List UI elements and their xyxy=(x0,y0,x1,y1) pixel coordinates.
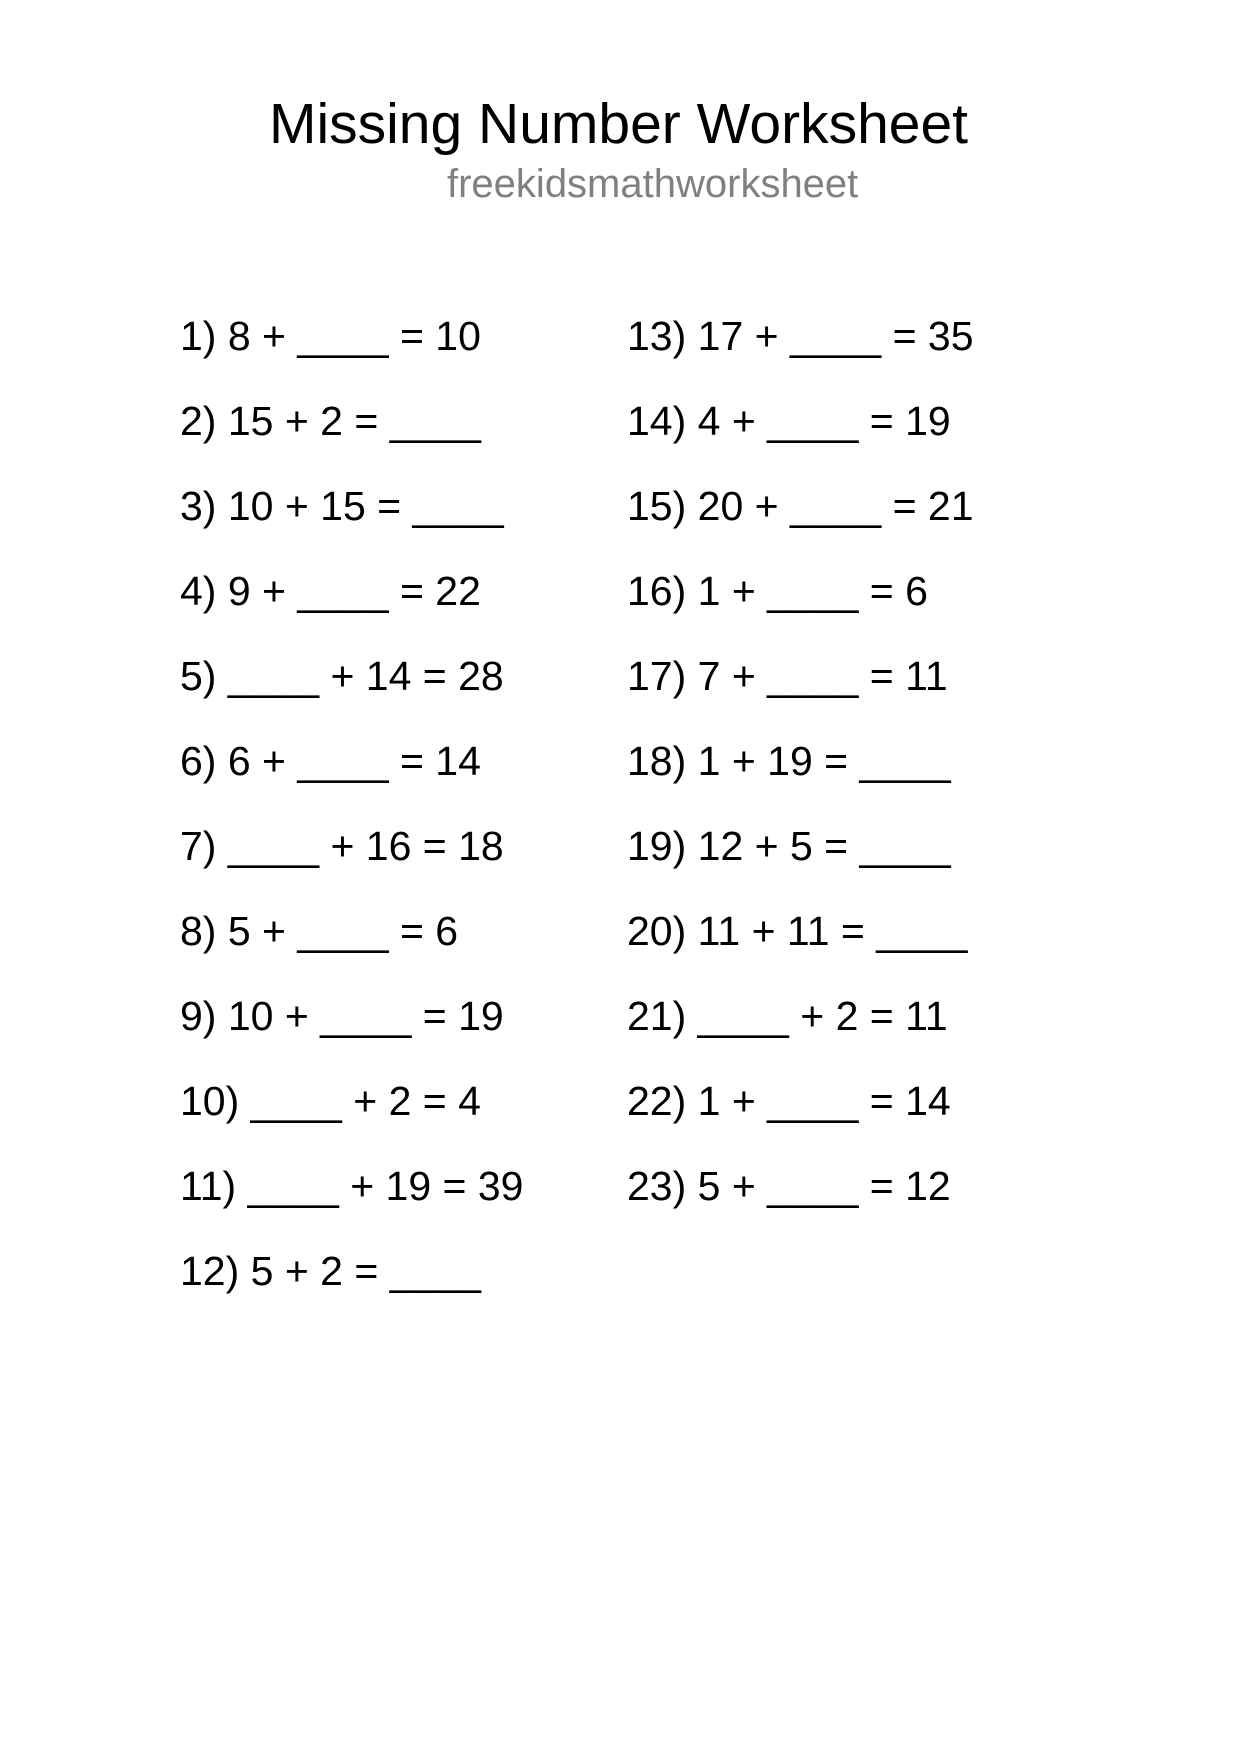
problem-item: 19) 12 + 5 = ____ xyxy=(627,823,951,869)
problem-item: 1) 8 + ____ = 10 xyxy=(180,313,481,359)
problem-column-left xyxy=(180,310,523,1330)
problem-item: 10) ____ + 2 = 4 xyxy=(180,1078,481,1124)
problem-item: 20) 11 + 11 = ____ xyxy=(627,908,968,954)
problem-item: 6) 6 + ____ = 14 xyxy=(180,738,481,784)
problem-item: 17) 7 + ____ = 11 xyxy=(627,653,948,699)
problem-item: 5) ____ + 14 = 28 xyxy=(180,653,504,699)
problem-item: 16) 1 + ____ = 6 xyxy=(627,568,928,614)
problem-item: 4) 9 + ____ = 22 xyxy=(180,568,481,614)
problem-item: 8) 5 + ____ = 6 xyxy=(180,908,459,954)
problem-item: 18) 1 + 19 = ____ xyxy=(627,738,951,784)
problem-item: 21) ____ + 2 = 11 xyxy=(627,993,948,1039)
problem-item: 23) 5 + ____ = 12 xyxy=(627,1163,951,1209)
worksheet-title-text: Missing Number Worksheet xyxy=(269,92,969,156)
problem-item: 3) 10 + 15 = ____ xyxy=(180,483,504,529)
problem-item: 9) 10 + ____ = 19 xyxy=(180,993,504,1039)
problem-item: 11) ____ + 19 = 39 xyxy=(180,1163,524,1209)
worksheet-subtitle: freekidsmathworksheet xyxy=(447,162,859,206)
problem-item: 14) 4 + ____ = 19 xyxy=(627,398,951,444)
problem-item: 7) ____ + 16 = 18 xyxy=(180,823,504,869)
problem-item: 2) 15 + 2 = ____ xyxy=(180,398,481,444)
problem-item: 22) 1 + ____ = 14 xyxy=(627,1078,951,1124)
problem-item: 12) 5 + 2 = ____ xyxy=(180,1248,481,1294)
problem-item: 15) 20 + ____ = 21 xyxy=(627,483,974,529)
problem-column-right xyxy=(627,310,974,1245)
problem-item: 13) 17 + ____ = 35 xyxy=(627,313,974,359)
